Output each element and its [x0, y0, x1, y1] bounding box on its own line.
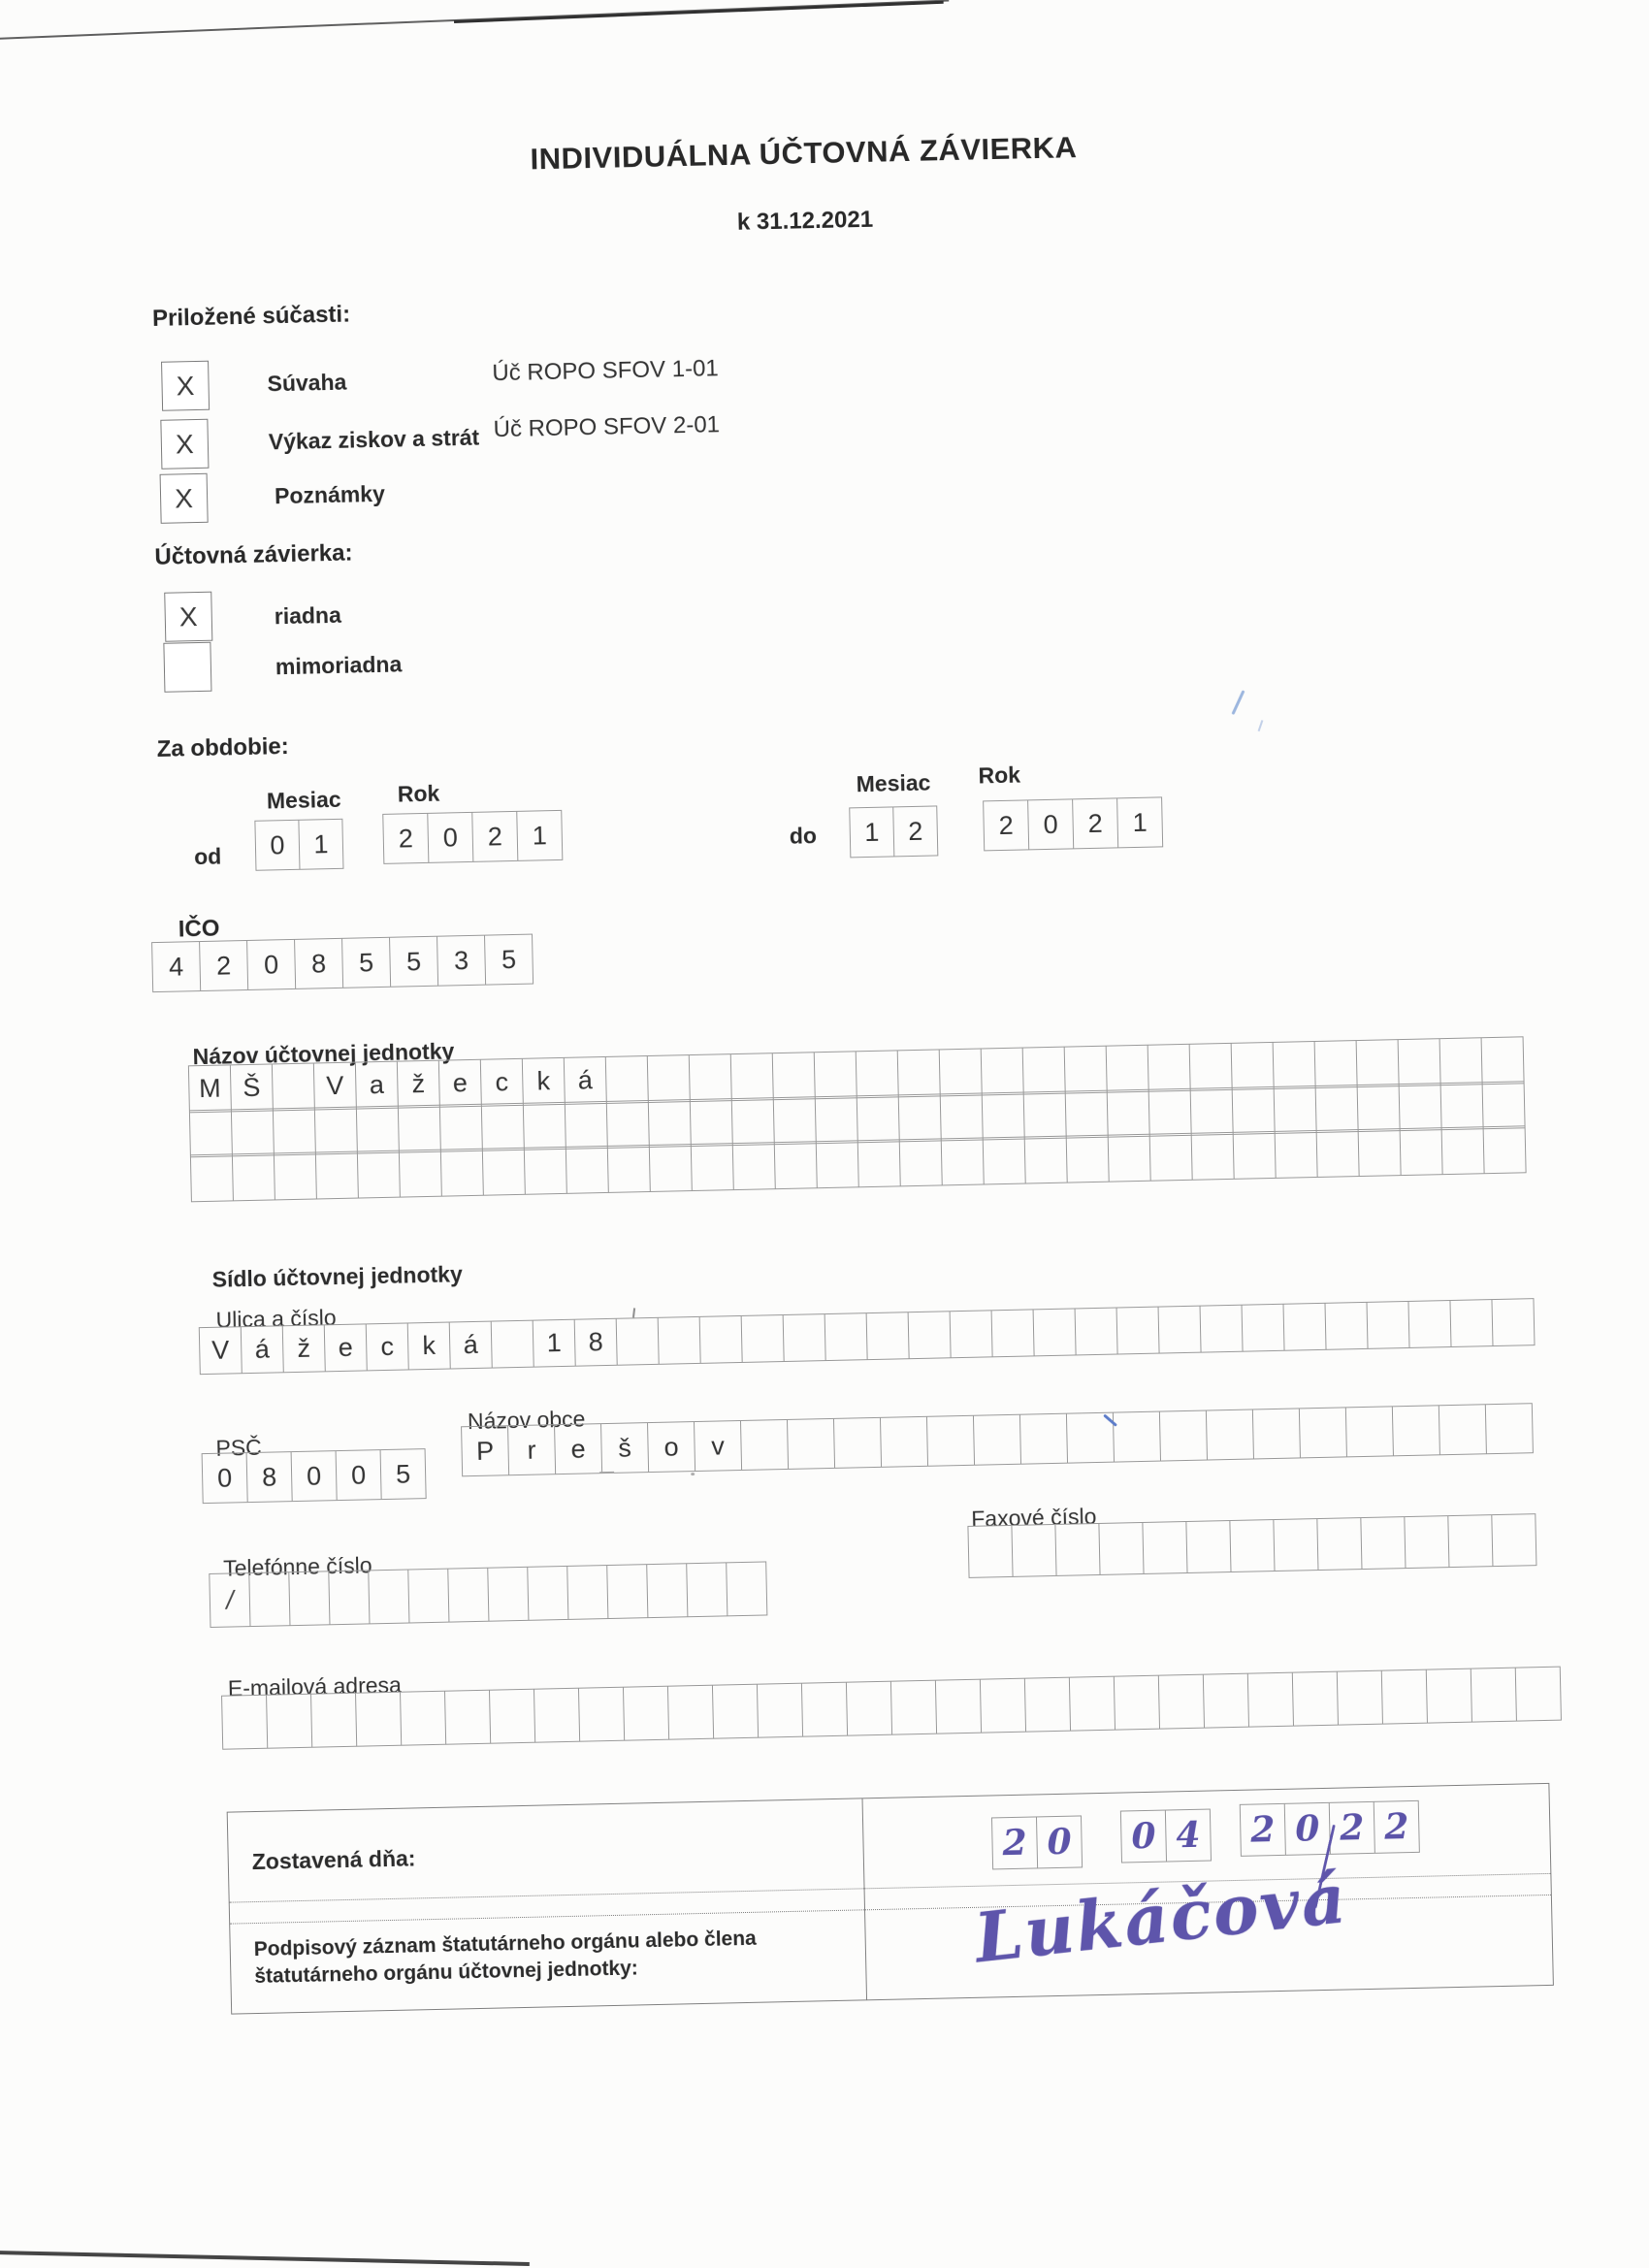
grid-cell[interactable]: [1273, 1518, 1318, 1571]
grid-cell[interactable]: [1054, 1523, 1100, 1576]
grid-cell[interactable]: [1366, 1301, 1409, 1349]
closing-type-heading: Účtovná závierka:: [154, 539, 353, 570]
grid-cell[interactable]: [726, 1561, 767, 1616]
grid-cell[interactable]: [1356, 1039, 1400, 1087]
grid-cell[interactable]: [1345, 1406, 1394, 1457]
grid-cell[interactable]: [1114, 1675, 1160, 1731]
grid-cell[interactable]: [740, 1419, 789, 1471]
signature-table-row-line-2: [230, 1895, 1551, 1925]
ico-grid: [151, 934, 534, 993]
grid-cell[interactable]: 1: [533, 1319, 576, 1368]
grid-cell[interactable]: V: [313, 1062, 357, 1111]
grid-cell[interactable]: [315, 1151, 359, 1200]
grid-cell[interactable]: [926, 1415, 975, 1467]
grid-cell[interactable]: [190, 1153, 234, 1202]
grid-cell[interactable]: 0: [336, 1449, 382, 1501]
grid-cell[interactable]: [534, 1688, 580, 1743]
grid-cell[interactable]: [689, 1053, 732, 1102]
grid-cell[interactable]: [1149, 1133, 1193, 1182]
grid-cell[interactable]: /: [209, 1572, 250, 1628]
grid-cell[interactable]: á: [241, 1325, 284, 1374]
grid-cell[interactable]: [1381, 1669, 1428, 1725]
grid-cell[interactable]: [221, 1695, 268, 1750]
grid-cell[interactable]: [983, 1137, 1026, 1185]
grid-cell[interactable]: [1275, 1130, 1318, 1179]
period-from-year-grid: [382, 810, 563, 864]
pen-mark: [1231, 690, 1245, 715]
grid-cell[interactable]: [1485, 1403, 1534, 1454]
grid-cell[interactable]: 5: [380, 1448, 427, 1500]
grid-cell[interactable]: M: [188, 1064, 232, 1113]
grid-cell[interactable]: [1066, 1135, 1110, 1183]
city-grid: [461, 1403, 1534, 1476]
grid-cell[interactable]: [981, 1048, 1024, 1096]
grid-cell[interactable]: [1392, 1405, 1440, 1456]
email-label: E-mailová adresa: [227, 1671, 403, 1701]
grid-cell[interactable]: 2: [382, 813, 429, 864]
email-grid: [221, 1667, 1562, 1750]
grid-cell[interactable]: [605, 1055, 649, 1104]
fax-label: Faxové číslo: [970, 1504, 1097, 1532]
grid-cell[interactable]: [1439, 1404, 1487, 1455]
grid-cell[interactable]: [690, 1098, 733, 1147]
grid-cell[interactable]: [898, 1093, 942, 1142]
grid-cell[interactable]: 0: [254, 820, 300, 871]
grid-cell[interactable]: [774, 1141, 818, 1189]
grid-cell[interactable]: [1024, 1136, 1068, 1184]
grid-cell[interactable]: [1200, 1305, 1244, 1353]
grid-cell[interactable]: [1113, 1411, 1161, 1463]
period-from-month-grid: [254, 819, 343, 871]
checkbox-suvaha[interactable]: X: [161, 361, 210, 411]
fax-grid: [967, 1513, 1536, 1578]
grid-cell[interactable]: [439, 1104, 483, 1152]
grid-cell[interactable]: [489, 1689, 535, 1744]
grid-cell[interactable]: [941, 1137, 985, 1185]
grid-cell[interactable]: r: [507, 1424, 556, 1475]
grid-cell[interactable]: [691, 1143, 734, 1191]
grid-cell[interactable]: [980, 1678, 1026, 1733]
form-code-vykaz: Úč ROPO SFOV 2-01: [493, 411, 721, 443]
grid-cell[interactable]: [897, 1049, 941, 1097]
grid-cell[interactable]: [1357, 1084, 1401, 1132]
period-to-month-grid: [849, 805, 938, 858]
grid-cell[interactable]: [899, 1138, 943, 1186]
grid-cell[interactable]: [487, 1567, 529, 1622]
grid-cell[interactable]: [1447, 1514, 1493, 1568]
checkbox-mimoriadna[interactable]: [163, 642, 211, 693]
grid-cell[interactable]: [1441, 1126, 1485, 1175]
grid-cell[interactable]: 8: [246, 1451, 293, 1503]
grid-cell[interactable]: [310, 1693, 357, 1748]
grid-cell[interactable]: P: [461, 1425, 509, 1476]
grid-cell[interactable]: [1400, 1127, 1443, 1176]
grid-cell[interactable]: V: [199, 1326, 242, 1375]
grid-cell[interactable]: 4: [1165, 1809, 1212, 1863]
grid-cell[interactable]: [398, 1105, 441, 1153]
grid-cell[interactable]: [481, 1103, 525, 1151]
grid-cell[interactable]: [356, 1106, 400, 1154]
grid-cell[interactable]: [565, 1101, 608, 1150]
scan-speck: [691, 1473, 695, 1475]
grid-cell[interactable]: [1404, 1515, 1449, 1569]
psc-label: PSČ: [215, 1434, 263, 1461]
grid-cell[interactable]: [1142, 1521, 1187, 1574]
grid-cell[interactable]: [973, 1414, 1021, 1466]
grid-cell[interactable]: [1064, 1046, 1108, 1094]
grid-cell[interactable]: 0: [1036, 1815, 1083, 1868]
grid-cell[interactable]: [357, 1150, 401, 1199]
grid-cell[interactable]: a: [355, 1061, 399, 1110]
grid-cell[interactable]: [1316, 1129, 1360, 1178]
grid-cell[interactable]: [607, 1145, 651, 1193]
grid-cell[interactable]: 0: [202, 1452, 248, 1504]
grid-cell[interactable]: [772, 1052, 816, 1100]
grid-cell[interactable]: [407, 1569, 449, 1624]
psc-grid: [202, 1448, 427, 1504]
grid-cell[interactable]: [1299, 1407, 1347, 1458]
grid-cell[interactable]: [1242, 1304, 1285, 1352]
grid-cell[interactable]: [1399, 1083, 1442, 1131]
grid-cell[interactable]: [1069, 1676, 1116, 1732]
pen-mark: [1258, 720, 1264, 731]
grid-cell[interactable]: [1231, 1042, 1275, 1090]
grid-cell[interactable]: [1252, 1408, 1301, 1459]
grid-cell[interactable]: 2: [892, 805, 938, 857]
grid-cell[interactable]: [658, 1316, 701, 1365]
grid-cell[interactable]: [649, 1144, 693, 1192]
grid-cell[interactable]: [730, 1053, 774, 1101]
grid-cell[interactable]: [1108, 1134, 1151, 1183]
grid-cell[interactable]: 3: [436, 935, 486, 987]
grid-cell[interactable]: [1360, 1516, 1406, 1570]
grid-cell[interactable]: [783, 1313, 826, 1362]
street-grid: [199, 1298, 1536, 1375]
scan-speck: [599, 1472, 614, 1474]
grid-cell[interactable]: [189, 1109, 233, 1157]
grid-cell[interactable]: ž: [282, 1324, 326, 1373]
grid-cell[interactable]: [1116, 1307, 1160, 1355]
grid-cell[interactable]: [1274, 1085, 1317, 1134]
grid-cell[interactable]: [1190, 1087, 1234, 1136]
form-subtitle: k 31.12.2021: [736, 206, 874, 236]
grid-cell[interactable]: [606, 1100, 650, 1149]
grid-cell[interactable]: 5: [341, 937, 391, 988]
grid-cell[interactable]: [787, 1418, 835, 1470]
phone-label: Telefónne číslo: [222, 1552, 372, 1581]
period-to-month-label: Mesiac: [856, 769, 931, 797]
grid-cell[interactable]: 4: [151, 941, 201, 992]
grid-cell[interactable]: [566, 1565, 608, 1620]
grid-cell[interactable]: 1: [849, 806, 894, 858]
grid-cell[interactable]: š: [600, 1422, 649, 1474]
grid-cell[interactable]: 1: [298, 819, 343, 870]
ico-label: IČO: [178, 915, 220, 943]
grid-cell[interactable]: [1159, 1410, 1208, 1462]
grid-cell[interactable]: 0: [246, 939, 296, 990]
grid-cell[interactable]: [266, 1694, 312, 1749]
grid-cell[interactable]: [440, 1149, 484, 1197]
grid-cell[interactable]: ž: [397, 1060, 440, 1109]
grid-cell[interactable]: [1206, 1409, 1254, 1460]
grid-cell[interactable]: 2: [1374, 1800, 1420, 1854]
grid-cell[interactable]: [816, 1140, 859, 1188]
grid-cell[interactable]: [566, 1146, 609, 1194]
grid-cell[interactable]: [1065, 1090, 1109, 1139]
date-compiled-label: Zostavená dňa:: [251, 1845, 416, 1875]
date-day-grid[interactable]: [991, 1815, 1083, 1869]
grid-cell[interactable]: Š: [230, 1063, 274, 1112]
grid-cell[interactable]: [1203, 1673, 1249, 1729]
grid-cell[interactable]: [1483, 1125, 1527, 1174]
grid-cell[interactable]: [935, 1679, 982, 1734]
period-from-year-label: Rok: [397, 780, 440, 807]
form-title: INDIVIDUÁLNA ÚČTOVNÁ ZÁVIERKA: [530, 130, 1078, 177]
grid-cell[interactable]: [667, 1685, 714, 1740]
entity-name-label: Názov účtovnej jednotky: [192, 1038, 455, 1070]
grid-cell[interactable]: [1023, 1091, 1067, 1140]
grid-cell[interactable]: 2: [1240, 1803, 1286, 1857]
period-from-month-label: Mesiac: [266, 786, 341, 814]
grid-cell[interactable]: [1440, 1082, 1484, 1130]
grid-cell[interactable]: [400, 1691, 446, 1746]
signature-table-divider: [862, 1798, 868, 1999]
grid-cell[interactable]: [991, 1309, 1035, 1357]
grid-cell[interactable]: [1247, 1672, 1294, 1728]
grid-cell[interactable]: [1158, 1674, 1205, 1730]
grid-cell[interactable]: [880, 1416, 928, 1468]
grid-cell[interactable]: 5: [484, 934, 534, 986]
grid-cell[interactable]: [1185, 1520, 1231, 1573]
grid-cell[interactable]: 0: [1284, 1802, 1331, 1856]
grid-cell[interactable]: [399, 1150, 442, 1198]
grid-cell[interactable]: [606, 1564, 648, 1619]
grid-cell[interactable]: [1098, 1522, 1144, 1575]
grid-cell[interactable]: [857, 1094, 900, 1143]
grid-cell[interactable]: [1324, 1302, 1368, 1350]
grid-cell[interactable]: [328, 1570, 370, 1625]
phone-grid: [209, 1561, 767, 1628]
grid-cell[interactable]: [491, 1320, 534, 1369]
grid-cell[interactable]: [940, 1092, 984, 1141]
grid-cell[interactable]: [1075, 1308, 1118, 1356]
grid-cell[interactable]: [1471, 1668, 1517, 1723]
date-month-grid[interactable]: [1120, 1809, 1212, 1863]
grid-cell[interactable]: [890, 1680, 937, 1735]
signature-table: [227, 1783, 1554, 2015]
grid-cell[interactable]: 8: [574, 1318, 618, 1367]
checkbox-vykaz[interactable]: X: [160, 419, 209, 470]
period-to-label: do: [789, 823, 818, 849]
grid-cell[interactable]: 0: [1120, 1810, 1167, 1863]
grid-cell[interactable]: [288, 1571, 330, 1626]
grid-cell[interactable]: [1022, 1047, 1066, 1095]
grid-cell[interactable]: [741, 1314, 785, 1363]
checkbox-poznamky[interactable]: X: [160, 473, 209, 524]
grid-cell[interactable]: [1358, 1128, 1402, 1177]
grid-cell[interactable]: [757, 1683, 803, 1738]
grid-cell[interactable]: [272, 1063, 315, 1112]
grid-cell[interactable]: [578, 1687, 625, 1742]
grid-cell[interactable]: [1148, 1044, 1191, 1092]
grid-cell[interactable]: 2: [983, 799, 1029, 851]
grid-cell[interactable]: [967, 1525, 1013, 1578]
grid-cell[interactable]: [523, 1102, 566, 1150]
street-label: Ulica a číslo: [215, 1305, 337, 1333]
grid-cell[interactable]: o: [647, 1421, 695, 1473]
grid-cell[interactable]: [824, 1312, 868, 1361]
closing-option-riadna: riadna: [274, 601, 342, 630]
grid-cell[interactable]: [1491, 1298, 1535, 1346]
grid-cell[interactable]: 2: [471, 811, 518, 862]
grid-cell[interactable]: [857, 1139, 901, 1187]
grid-cell[interactable]: [731, 1097, 775, 1146]
grid-cell[interactable]: [908, 1311, 952, 1359]
grid-cell[interactable]: [1407, 1300, 1451, 1348]
grid-cell[interactable]: [314, 1107, 358, 1155]
grid-cell[interactable]: [1033, 1308, 1077, 1356]
period-from-label: od: [193, 843, 222, 870]
grid-cell[interactable]: 5: [389, 936, 438, 988]
grid-cell[interactable]: c: [480, 1058, 524, 1107]
period-heading: Za obdobie:: [156, 732, 289, 762]
scan-speck: [632, 1308, 635, 1317]
grid-cell[interactable]: k: [522, 1057, 566, 1106]
grid-cell[interactable]: e: [438, 1059, 482, 1108]
grid-cell[interactable]: [1282, 1303, 1326, 1351]
grid-cell[interactable]: k: [407, 1322, 451, 1371]
attachments-heading: Priložené súčasti:: [151, 301, 351, 332]
grid-cell[interactable]: [1515, 1667, 1562, 1722]
attachment-label-suvaha: Súvaha: [267, 369, 347, 397]
grid-cell[interactable]: [846, 1681, 892, 1736]
grid-cell[interactable]: [732, 1142, 776, 1190]
grid-cell[interactable]: 0: [1027, 798, 1074, 850]
grid-cell[interactable]: v: [694, 1420, 742, 1472]
grid-cell[interactable]: [815, 1095, 858, 1144]
grid-cell[interactable]: [1482, 1081, 1526, 1129]
grid-cell[interactable]: [1024, 1677, 1071, 1733]
grid-cell[interactable]: [1158, 1306, 1202, 1354]
grid-cell[interactable]: e: [324, 1323, 368, 1372]
grid-cell[interactable]: [1398, 1038, 1441, 1086]
grid-cell[interactable]: [856, 1050, 899, 1098]
attachment-label-poznamky: Poznámky: [274, 480, 386, 509]
grid-cell[interactable]: [482, 1148, 526, 1196]
period-to-year-grid: [983, 796, 1163, 851]
grid-cell[interactable]: [1439, 1037, 1483, 1085]
grid-cell[interactable]: [1232, 1086, 1276, 1135]
grid-cell[interactable]: 0: [427, 812, 473, 863]
grid-cell[interactable]: [1107, 1089, 1150, 1138]
checkbox-riadna[interactable]: X: [164, 592, 212, 642]
grid-cell[interactable]: 2: [1329, 1801, 1375, 1855]
grid-cell[interactable]: 1: [1116, 796, 1163, 848]
grid-cell[interactable]: [1449, 1299, 1493, 1347]
grid-cell[interactable]: [1316, 1517, 1362, 1571]
form-code-suvaha: Úč ROPO SFOV 1-01: [492, 355, 720, 387]
grid-cell[interactable]: [524, 1147, 567, 1195]
grid-cell[interactable]: [1233, 1131, 1277, 1180]
grid-cell[interactable]: [1315, 1085, 1359, 1133]
grid-cell[interactable]: [1189, 1043, 1233, 1091]
grid-cell[interactable]: [355, 1692, 402, 1747]
grid-cell[interactable]: [1481, 1036, 1525, 1085]
grid-cell[interactable]: [1019, 1413, 1068, 1465]
grid-cell[interactable]: [1426, 1669, 1472, 1724]
grid-cell[interactable]: [368, 1570, 409, 1625]
grid-cell[interactable]: [1491, 1513, 1536, 1567]
grid-cell[interactable]: [982, 1092, 1025, 1141]
grid-cell[interactable]: [1106, 1045, 1149, 1093]
grid-cell[interactable]: 1: [516, 810, 563, 861]
grid-cell[interactable]: [444, 1690, 491, 1745]
grid-cell[interactable]: [1191, 1132, 1235, 1181]
grid-cell[interactable]: [647, 1054, 691, 1103]
grid-cell[interactable]: [646, 1563, 688, 1618]
grid-cell[interactable]: [447, 1568, 489, 1623]
grid-cell[interactable]: [1337, 1670, 1383, 1726]
grid-cell[interactable]: [773, 1096, 817, 1145]
grid-cell[interactable]: [801, 1682, 848, 1737]
grid-cell[interactable]: [623, 1686, 669, 1741]
grid-cell[interactable]: [232, 1152, 275, 1201]
grid-cell[interactable]: [833, 1417, 882, 1469]
grid-cell[interactable]: [1229, 1519, 1275, 1572]
grid-cell[interactable]: [527, 1566, 568, 1621]
signature-handwriting: Lukáčová: [970, 1857, 1351, 1979]
grid-cell[interactable]: [231, 1108, 275, 1156]
grid-cell[interactable]: [699, 1315, 743, 1364]
address-heading: Sídlo účtovnej jednotky: [211, 1261, 464, 1292]
period-to-year-label: Rok: [978, 761, 1021, 789]
grid-cell[interactable]: [1314, 1040, 1358, 1088]
grid-cell[interactable]: 2: [199, 940, 248, 991]
grid-cell[interactable]: [273, 1107, 316, 1155]
grid-cell[interactable]: [686, 1562, 728, 1617]
grid-cell[interactable]: 0: [291, 1450, 338, 1502]
attachment-label-vykaz: Výkaz ziskov a strát: [268, 424, 480, 455]
closing-option-mimoriadna: mimoriadna: [275, 651, 403, 680]
grid-cell[interactable]: [939, 1048, 983, 1096]
grid-cell[interactable]: 8: [294, 938, 343, 989]
grid-cell[interactable]: c: [366, 1322, 409, 1371]
signature-label: Podpisový záznam štatutárneho orgánu alebo člena štatutárneho orgánu účtovnej jednotky:: [253, 1927, 758, 1989]
grid-cell[interactable]: [950, 1310, 993, 1358]
grid-cell[interactable]: [1292, 1671, 1339, 1727]
grid-cell[interactable]: 2: [991, 1816, 1038, 1869]
grid-cell[interactable]: [274, 1151, 317, 1200]
grid-cell[interactable]: e: [554, 1423, 602, 1474]
grid-cell[interactable]: [814, 1051, 857, 1099]
grid-cell[interactable]: [248, 1571, 290, 1627]
grid-cell[interactable]: [1148, 1088, 1192, 1137]
grid-cell[interactable]: á: [564, 1056, 607, 1105]
grid-cell[interactable]: [1011, 1524, 1056, 1577]
grid-cell[interactable]: [616, 1317, 660, 1366]
grid-cell[interactable]: [1273, 1041, 1316, 1089]
grid-cell[interactable]: á: [449, 1321, 493, 1370]
city-label: Názov obce: [467, 1406, 586, 1435]
grid-cell[interactable]: [648, 1099, 692, 1148]
grid-cell[interactable]: [866, 1312, 910, 1360]
grid-cell[interactable]: [712, 1684, 759, 1739]
grid-cell[interactable]: 2: [1072, 797, 1118, 849]
